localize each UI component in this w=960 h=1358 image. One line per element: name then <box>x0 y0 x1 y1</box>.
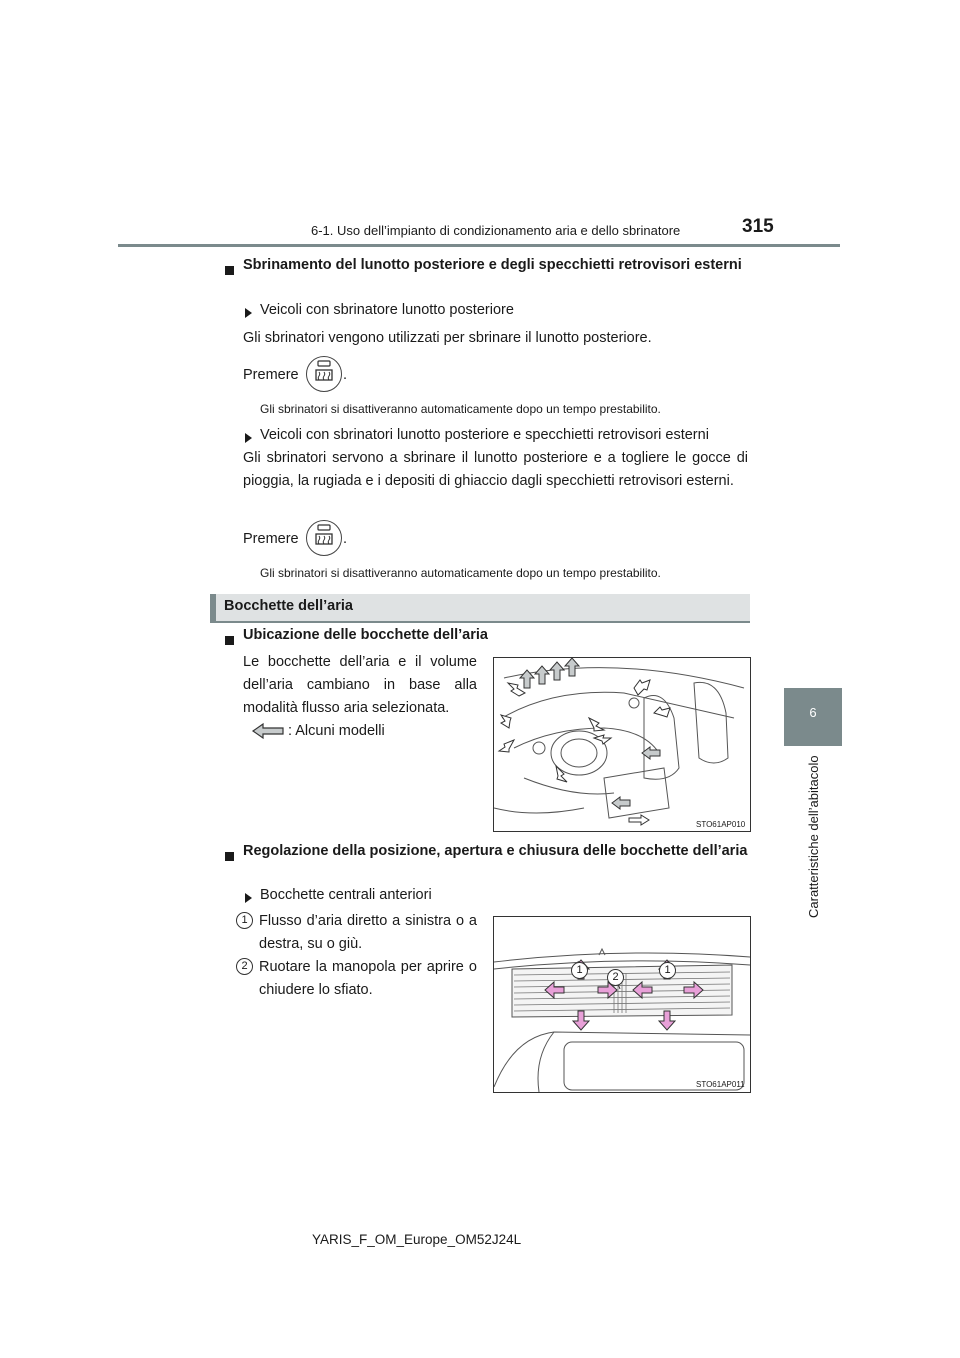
v2-press-end: . <box>343 531 348 547</box>
square-bullet-icon <box>225 848 234 866</box>
v1-text: Gli sbrinatori vengono utilizzati per sbrinare il lunotto posteriore. <box>243 330 652 346</box>
page-number: 315 <box>742 216 774 237</box>
rear-defogger-icon <box>306 520 342 556</box>
figure-code: STO61AP010 <box>696 820 746 829</box>
square-bullet-icon <box>225 632 234 650</box>
v2-title: Veicoli con sbrinatori lunotto posteriore e specchietti retrovisori esterni <box>260 427 709 443</box>
callout-1-left: 1 <box>571 962 588 979</box>
step2-text: Ruotare la manopola per aprire o chiudere lo sfiato. <box>259 959 477 998</box>
triangle-bullet-icon <box>245 305 252 323</box>
rear-defogger-button[interactable] <box>306 356 342 396</box>
defroster-heading: Sbrinamento del lunotto posteriore e degli specchietti retrovisori esterni <box>243 257 742 273</box>
header-rule <box>118 244 840 247</box>
legend-text: : Alcuni modelli <box>288 723 385 739</box>
v1-title: Veicoli con sbrinatore lunotto posteriore <box>260 302 514 318</box>
v1-press-end: . <box>343 367 348 383</box>
front-vents-title: Bocchette centrali anteriori <box>260 887 432 903</box>
center-vents-figure <box>493 916 751 1093</box>
callout-2: 2 <box>607 969 624 986</box>
v2-note: Gli sbrinatori si disattiveranno automaticamente dopo un tempo prestabilito. <box>260 566 661 580</box>
section-bar-accent <box>210 594 216 621</box>
triangle-bullet-icon <box>245 430 252 448</box>
v2-text: Gli sbrinatori servono a sbrinare il lunotto posteriore e a togliere le gocce di pioggia, la rugiada e i depositi di ghiaccio dagli specchietti retrovisori esterni. <box>243 450 748 489</box>
figure-code: STO61AP011 <box>696 1080 745 1089</box>
location-text: Le bocchette dell’aria e il volume dell’aria cambiano in base alla modalità flusso aria selezionata. <box>243 654 477 716</box>
location-heading: Ubicazione delle bocchette dell’aria <box>243 627 488 643</box>
cabin-illustration <box>494 658 750 831</box>
footer-model-code: YARIS_F_OM_Europe_OM52J24L <box>312 1232 522 1247</box>
square-bullet-icon <box>225 262 234 280</box>
triangle-bullet-icon <box>245 890 252 908</box>
adjust-heading: Regolazione della posizione, apertura e chiusura delle bocchette dell’aria <box>243 843 748 859</box>
v1-note: Gli sbrinatori si disattiveranno automaticamente dopo un tempo prestabilito. <box>260 402 661 416</box>
chapter-number: 6 <box>809 705 817 720</box>
optional-arrow-icon <box>251 722 285 745</box>
rear-defogger-icon <box>306 356 342 392</box>
step1-text: Flusso d’aria diretto a sinistra o a destra, su o giù. <box>259 913 477 952</box>
step-number-1: 1 <box>236 912 253 929</box>
cabin-vents-figure <box>493 657 751 832</box>
section-header: 6-1. Uso dell’impianto di condizionamento aria e dello sbrinatore <box>311 223 681 238</box>
step-number-2: 2 <box>236 958 253 975</box>
v1-press: Premere <box>243 367 299 383</box>
defogger-mirror-button[interactable] <box>306 520 342 560</box>
section-title: Bocchette dell’aria <box>224 598 353 614</box>
center-vents-illustration <box>494 917 750 1092</box>
v2-press: Premere <box>243 531 299 547</box>
chapter-title: Caratteristiche dell’abitacolo <box>806 755 821 918</box>
callout-1-right: 1 <box>659 962 676 979</box>
